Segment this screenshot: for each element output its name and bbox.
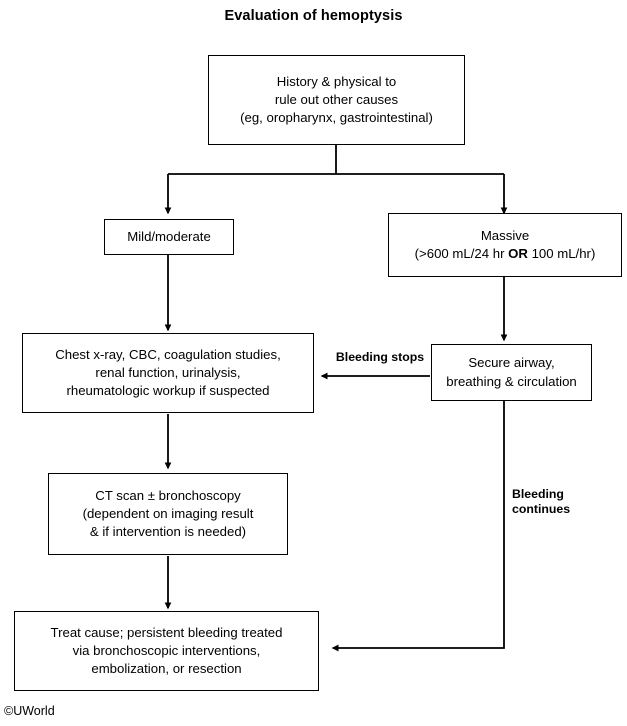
node-initial-workup [22,333,314,413]
massive-text-pre: (>600 mL/24 hr [414,246,509,261]
node-line: breathing & circulation [446,373,577,389]
node-line: History & physical to [276,73,397,89]
node-line: Massive [480,227,530,243]
node-treat-cause [14,611,319,691]
edge-label-bleeding-continues [512,487,612,518]
node-line: Secure airway, [468,355,555,371]
node-ct-bronchoscopy [48,473,288,555]
node-line: CT scan ± bronchoscopy [95,487,241,503]
node-line: Treat cause; persistent bleeding treated [50,624,283,640]
edge-label-line: stops [391,350,425,364]
edge-label-line: Bleeding [512,487,564,501]
edge-label-line: Bleeding [335,350,388,364]
node-line: Mild/moderate [127,228,211,244]
node-line: renal function, urinalysis, [95,364,241,380]
node-mild-moderate [104,219,234,255]
massive-text-post: 100 mL/hr) [527,246,596,261]
node-secure-airway [431,344,592,401]
copyright-credit: ©UWorld [4,704,55,718]
node-line-massive-volume [415,245,596,263]
edge-label-bleeding-stops [334,350,426,365]
node-line: (eg, oropharynx, gastrointestinal) [240,110,433,126]
node-line: Chest x-ray, CBC, coagulation studies, [55,346,281,362]
massive-or: OR [508,246,528,261]
node-line: via bronchoscopic interventions, [72,642,261,658]
node-line: rule out other causes [274,91,399,107]
page-title: Evaluation of hemoptysis [224,8,403,24]
node-history-physical [208,55,465,145]
node-line: rheumatologic workup if suspected [66,383,270,399]
node-line: embolization, or resection [91,661,242,677]
node-line: (dependent on imaging result [82,505,254,521]
node-massive [388,213,622,277]
edge-label-line: continues [512,502,571,517]
node-line: & if intervention is needed) [89,524,247,540]
